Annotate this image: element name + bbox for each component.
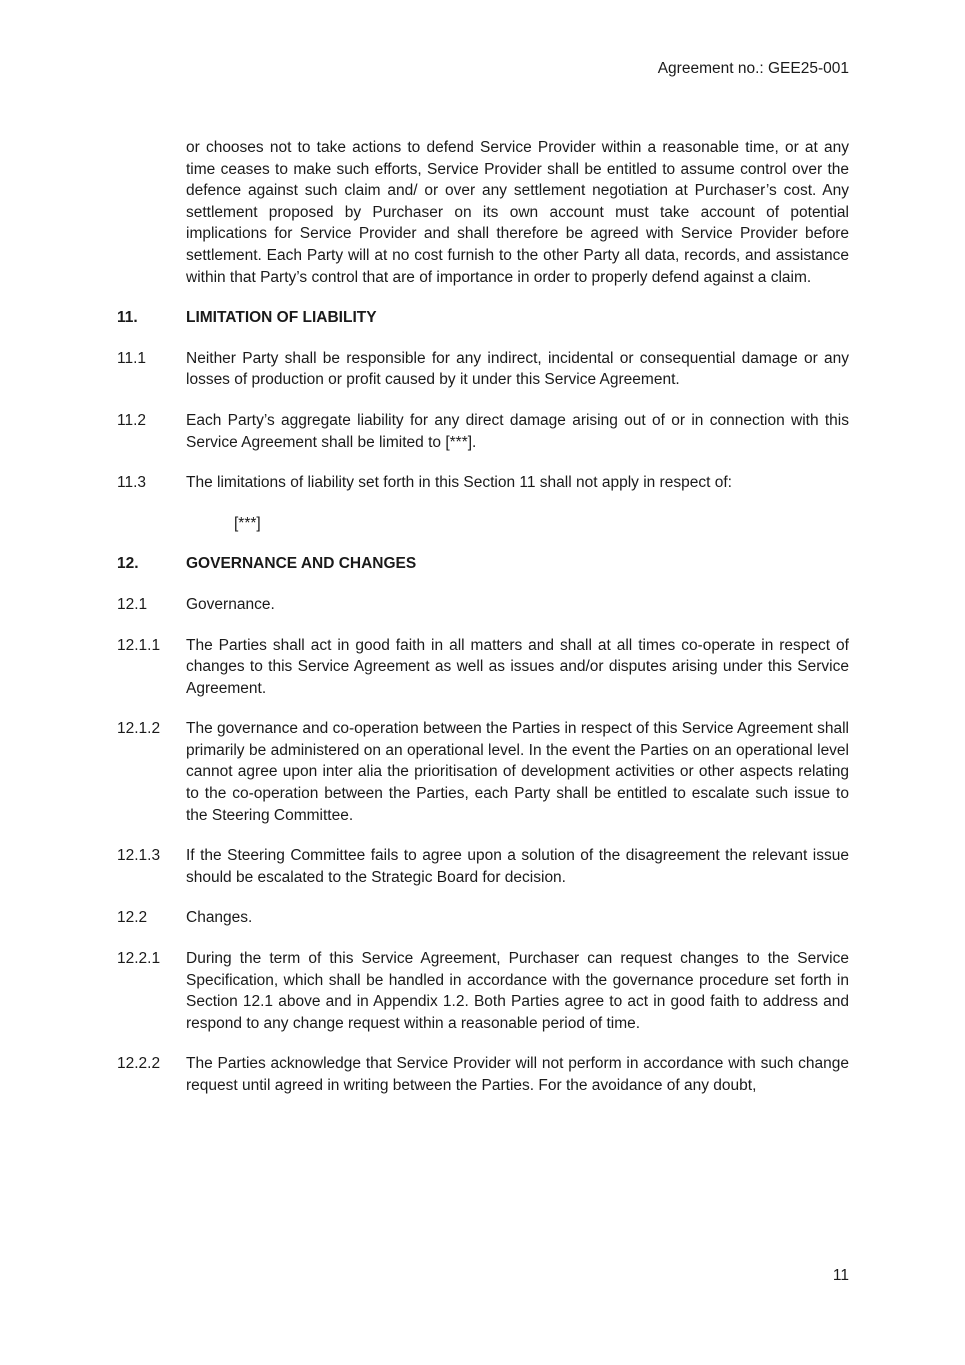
clause-text: During the term of this Service Agreement, Purchaser can request changes to the Service Specification, which shall be handled in accordance with the governance procedure set forth in Section 12.1 above and in Appendix 1.2. Both Parties agree to act in good faith to address and respond to any change request within a reasonable period of time. (186, 950, 849, 1032)
clause-11-1 (117, 348, 849, 391)
clause-text: Changes. (186, 909, 253, 927)
clause-number: 12.1.1 (117, 636, 161, 654)
clause-text: The Parties acknowledge that Service Provider will not perform in accordance with such change request until agreed in writing between the Parties. For the avoidance of any doubt, (186, 1055, 849, 1094)
clause-number: 11.1 (117, 349, 147, 367)
document-body (117, 137, 849, 1116)
clause-12-2 (117, 907, 849, 929)
section-number: 12. (117, 555, 139, 573)
clause-text: Each Party’s aggregate liability for any direct damage arising out of or in connection with this Service Agreement shall be limited to [***]. (186, 411, 849, 451)
page-number: 11 (832, 1267, 849, 1284)
clause-12-1-1 (117, 635, 849, 700)
continuation-paragraph: or chooses not to take actions to defend Service Provider within a reasonable time, or at any time ceases to make such efforts, Service Provider shall be entitled to assume control over the defence against such claim and/ or over any settlement negotiation at Purchaser’s cost. Any settlement proposed by Purchaser on its own account must take account of potential implications for Service Provider and shall therefore be agreed with Service Provider before settlement. Each Party will at no cost furnish to the other Party all data, records, and assistance within that Party’s control that are of importance in order to properly defend against a claim. (186, 139, 849, 286)
clause-text: The Parties shall act in good faith in all matters and shall at all times co-operate in respect of changes to this Service Agreement as well as issues and/or disputes arising under this Service Agreement. (186, 636, 849, 697)
clause-number: 12.1 (117, 595, 148, 613)
section-heading-11 (117, 307, 849, 329)
clause-number: 12.2.1 (117, 950, 161, 968)
clause-number: 12.1.2 (117, 720, 161, 738)
clause-number: 11.2 (117, 411, 147, 429)
section-heading-12 (117, 553, 849, 575)
redacted-placeholder: [***] (234, 514, 261, 532)
clause-11-3 (117, 472, 849, 494)
clause-text: If the Steering Committee fails to agree upon a solution of the disagreement the relevant issue should be escalated to the Strategic Board for decision. (186, 847, 849, 886)
section-title: GOVERNANCE AND CHANGES (186, 555, 417, 573)
clause-12-1-2 (117, 718, 849, 826)
clause-number: 12.2 (117, 909, 148, 927)
clause-number: 12.1.3 (117, 847, 161, 865)
clause-12-2-2 (117, 1053, 849, 1096)
clause-number: 12.2.2 (117, 1055, 161, 1073)
clause-11-2 (117, 410, 849, 453)
section-number: 11. (117, 309, 138, 327)
clause-text: The limitations of liability set forth in this Section 11 shall not apply in respect of: (186, 474, 732, 492)
clause-text: The governance and co-operation between the Parties in respect of this Service Agreement shall primarily be administered on an operational level. In the event the Parties on an operational level cannot agree upon inter alia the prioritisation of development activities or other aspects relating to the co-operation between the Parties, each Party shall be entitled to escalate such issue to the Steering Committee. (186, 720, 849, 824)
clause-number: 11.3 (117, 474, 147, 492)
clause-text: Governance. (186, 595, 275, 613)
clause-12-1 (117, 594, 849, 616)
clause-text: Neither Party shall be responsible for any indirect, incidental or consequential damage or any losses of production or profit caused by it under this Service Agreement. (186, 349, 849, 389)
clause-12-1-3 (117, 845, 849, 888)
clause-12-2-1 (117, 948, 849, 1034)
section-title: LIMITATION OF LIABILITY (186, 309, 377, 327)
agreement-number: Agreement no.: GEE25-001 (657, 60, 849, 77)
